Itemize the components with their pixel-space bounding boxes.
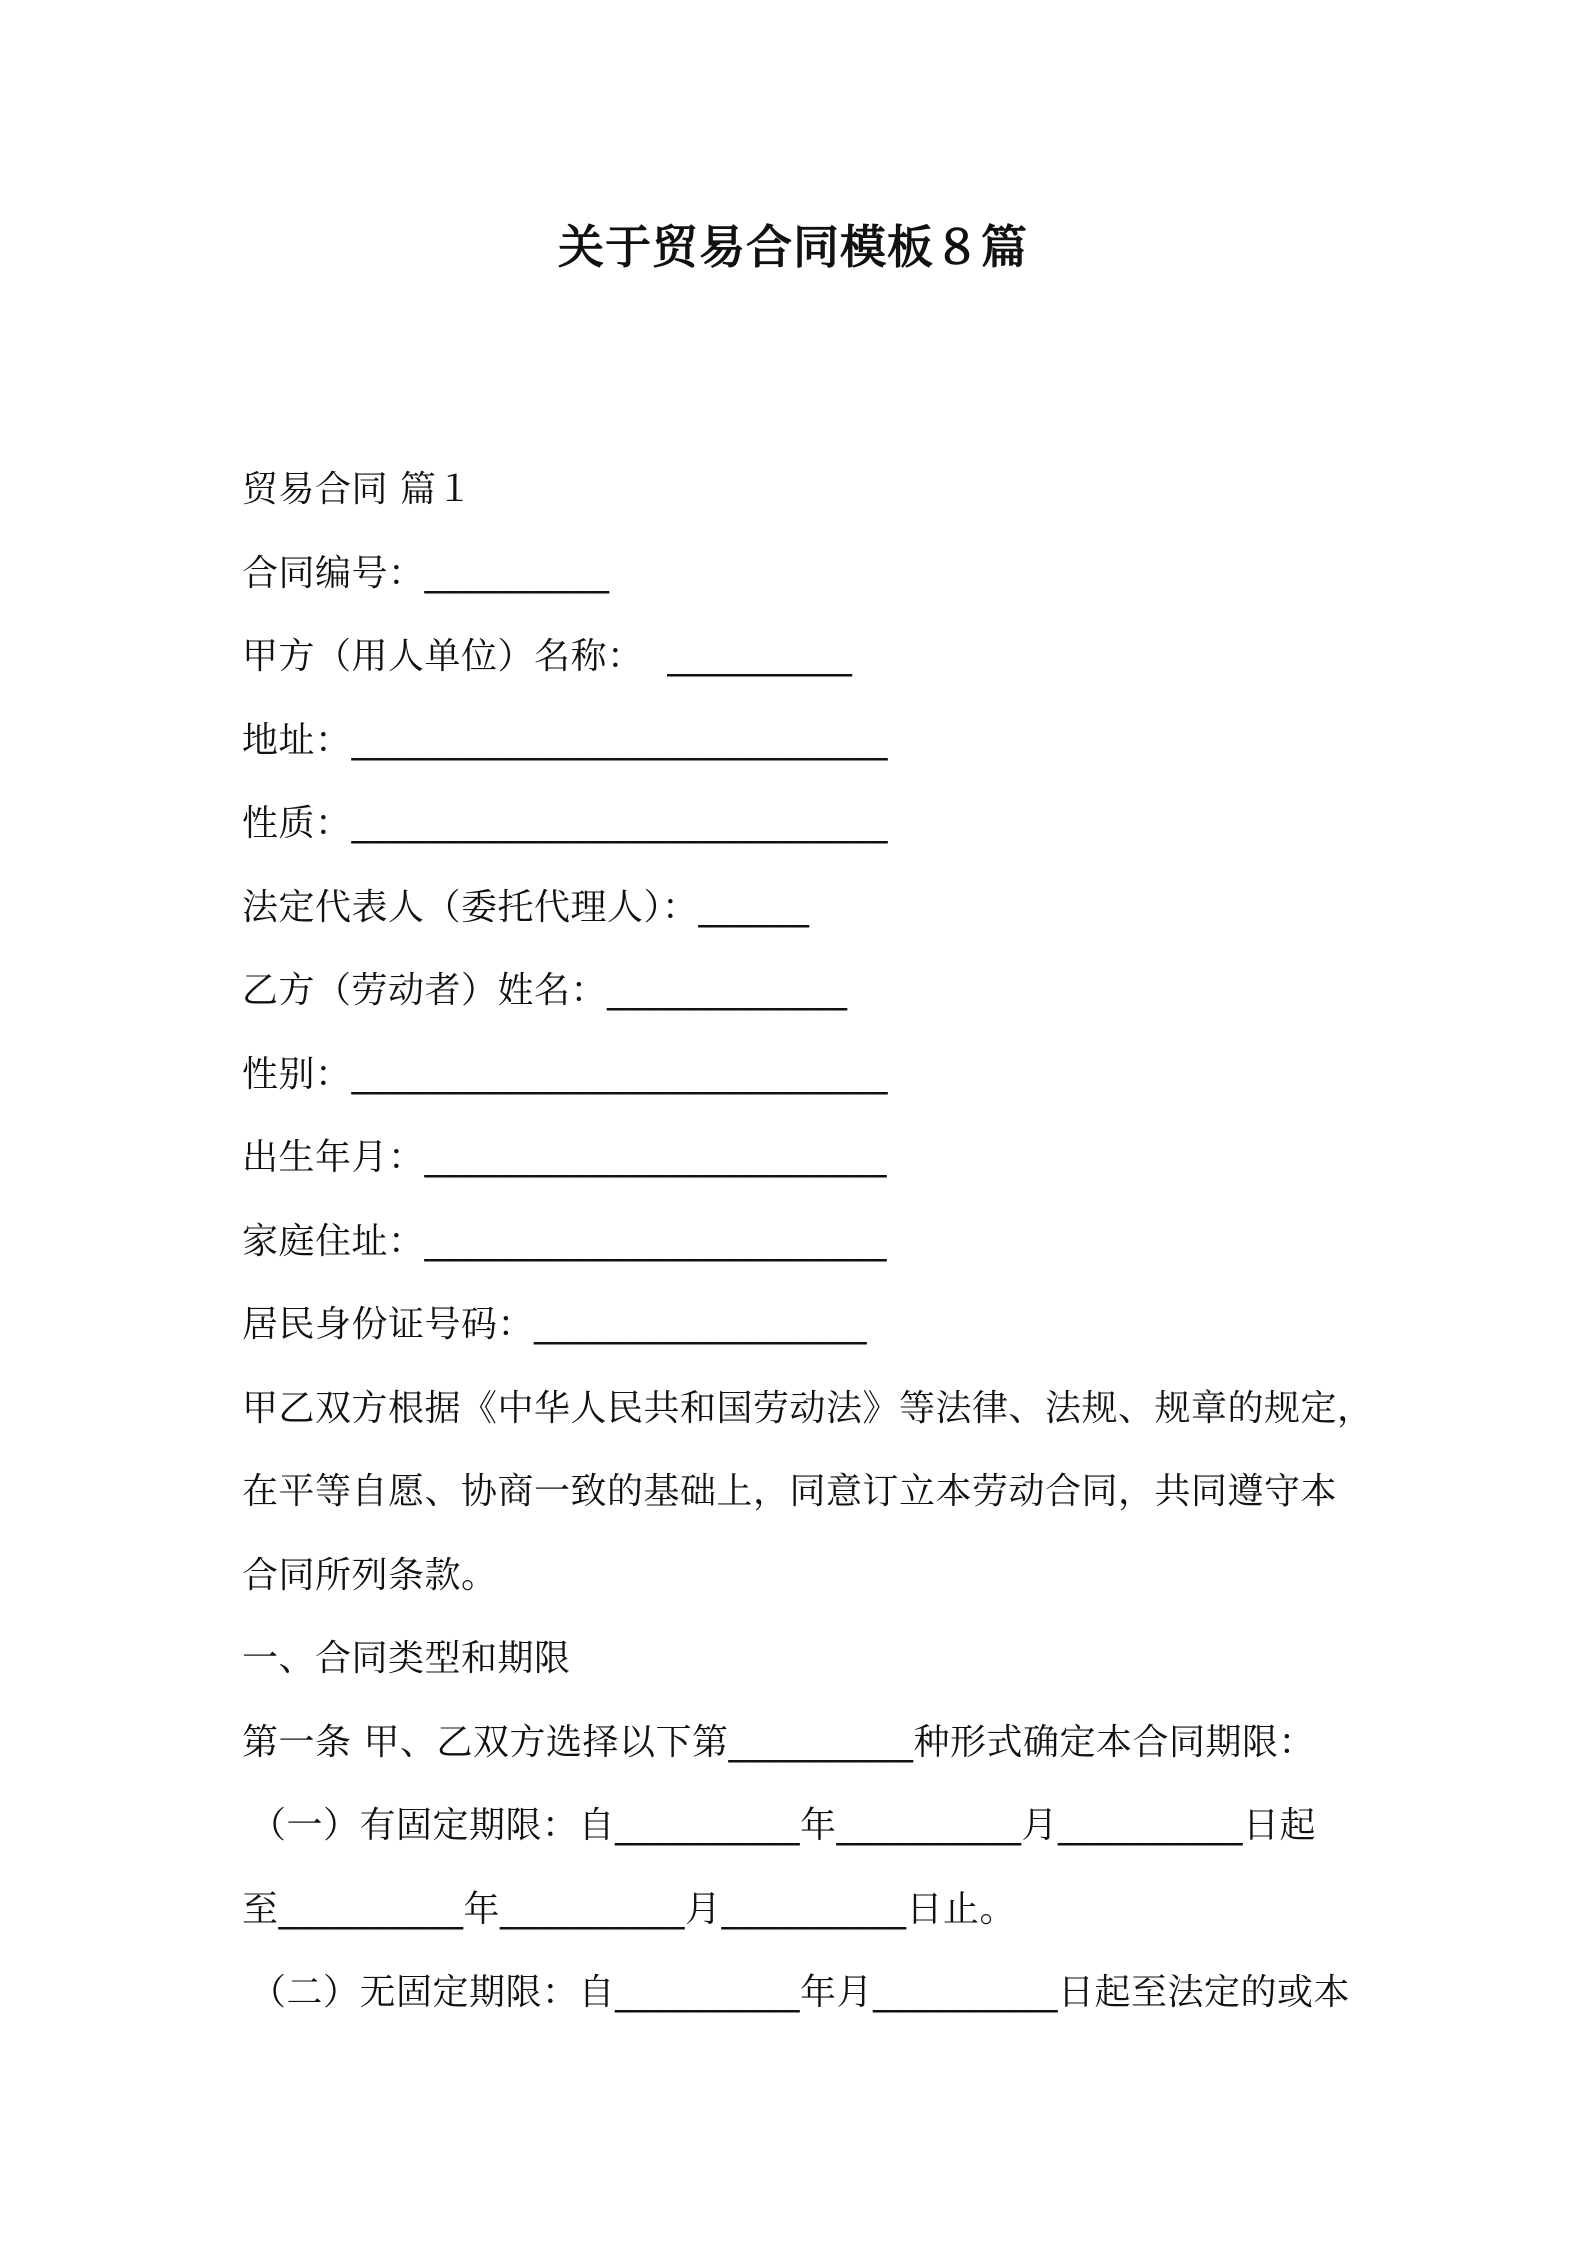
- id-number-field: 居民身份证号码：__________________: [242, 1304, 868, 1345]
- home-address-field: 家庭住址：_________________________: [242, 1220, 888, 1262]
- paragraph-line: 在平等自愿、协商一致的基础上，同意订立本劳动合同，共同遵守本: [242, 1471, 1338, 1512]
- clause-line: 第一条 甲、乙双方选择以下第__________种形式确定本合同期限：: [242, 1721, 1315, 1763]
- section-heading: 贸易合同 篇１: [242, 469, 473, 510]
- clause-line: （二）无固定期限：自__________年月__________日起至法定的或本: [250, 1972, 1351, 2013]
- clause-line: 至__________年__________月__________日止。: [242, 1888, 1017, 1930]
- paragraph-line: 合同所列条款。: [242, 1554, 498, 1596]
- contract-number-field: 合同编号：__________: [242, 552, 610, 594]
- birth-date-field: 出生年月：_________________________: [242, 1137, 888, 1178]
- paragraph-line: 甲乙双方根据《中华人民共和国劳动法》等法律、法规、规章的规定，: [242, 1387, 1374, 1429]
- legal-representative-field: 法定代表人（委托代理人）：______: [242, 886, 810, 928]
- nature-field: 性质：_____________________________: [242, 803, 889, 844]
- address-field: 地址：_____________________________: [242, 719, 889, 761]
- clause-line: （一）有固定期限：自__________年__________月__________日起: [250, 1805, 1317, 1846]
- document-body: [242, 448, 1374, 2035]
- document-title: 关于贸易合同模板８篇: [558, 220, 1028, 274]
- gender-field: 性别：_____________________________: [242, 1053, 889, 1095]
- party-a-name-field: 甲方（用人单位）名称： __________: [242, 636, 853, 677]
- party-b-name-field: 乙方（劳动者）姓名：_____________: [242, 970, 848, 1011]
- chapter-heading: 一、合同类型和期限: [242, 1638, 571, 1679]
